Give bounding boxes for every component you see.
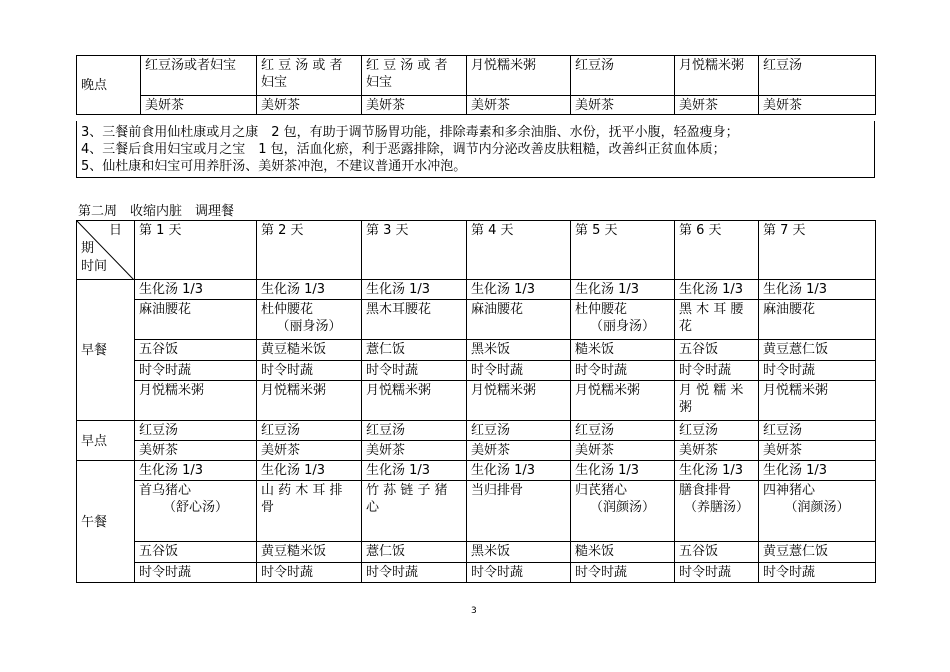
cell: 红豆汤 — [571, 56, 675, 96]
dish-sub: （舒心汤） — [162, 500, 228, 515]
cell — [759, 300, 876, 340]
note-3: 3、三餐前食用仙杜康或月之康 2 包，有助于调节肠胃功能，排除毒素和多余油脂、水份，抚平小腹，轻盈瘦身； — [81, 125, 739, 140]
cell: 月悦糯米粥 — [257, 381, 362, 421]
cell: 糙米饭 — [571, 340, 675, 361]
cell — [675, 300, 759, 340]
cell: 红豆汤 — [759, 56, 876, 96]
cell: 美妍茶 — [571, 96, 675, 115]
cell: 月悦糯米粥 — [362, 381, 467, 421]
cell: 黄豆薏仁饭 — [759, 542, 876, 563]
cell: 生化汤 1/3 — [675, 280, 759, 300]
cell: 生化汤 1/3 — [571, 461, 675, 481]
cell: 生化汤 1/3 — [135, 461, 257, 481]
day-header: 第 6 天 — [675, 221, 759, 280]
cell: 月悦糯米粥 — [571, 381, 675, 421]
cell: 美妍茶 — [759, 441, 876, 461]
cell: 红豆汤 — [467, 421, 571, 441]
table-row — [77, 361, 876, 381]
cell — [675, 481, 759, 542]
dish-name: 首乌猪心 — [139, 483, 192, 498]
dish-sub: （养膳汤） — [683, 500, 749, 515]
cell: 五谷饭 — [675, 340, 759, 361]
corner-top-label: 日 — [109, 223, 123, 238]
day-header: 第 2 天 — [257, 221, 362, 280]
evening-snack-table — [76, 55, 876, 115]
cell: 红豆汤或者妇宝 — [141, 56, 257, 96]
week2-meal-table — [76, 220, 876, 583]
cell: 月悦糯米粥 — [759, 381, 876, 421]
cell: 月悦糯米粥 — [135, 381, 257, 421]
dish-name: 麻油腰花 — [763, 302, 816, 317]
cell: 五谷饭 — [675, 542, 759, 563]
cell: 美妍茶 — [362, 441, 467, 461]
cell: 薏仁饭 — [362, 542, 467, 563]
cell: 时令时蔬 — [571, 361, 675, 381]
header-row — [77, 221, 876, 280]
cell: 月悦糯米粥 — [467, 381, 571, 421]
meal-label: 早餐 — [77, 280, 135, 421]
section-title: 第二周 收缩内脏 调理餐 — [78, 204, 235, 219]
cell: 红 豆 汤 或 者 妇宝 — [362, 56, 467, 96]
cell: 月悦糯米粥 — [467, 56, 571, 96]
day-header: 第 1 天 — [135, 221, 257, 280]
cell: 红豆汤 — [675, 421, 759, 441]
dish-name: 竹 荪 链 子 猪 心 — [366, 483, 448, 515]
cell — [571, 481, 675, 542]
cell: 美妍茶 — [257, 441, 362, 461]
cell: 生化汤 1/3 — [467, 280, 571, 300]
cell: 时令时蔬 — [467, 361, 571, 381]
table-row — [77, 481, 876, 542]
cell: 美妍茶 — [135, 441, 257, 461]
cell: 五谷饭 — [135, 542, 257, 563]
cell — [135, 481, 257, 542]
dish-name: 杜仲腰花 — [575, 302, 628, 317]
cell: 生化汤 1/3 — [759, 280, 876, 300]
table-row — [77, 461, 876, 481]
cell: 时令时蔬 — [362, 361, 467, 381]
dish-name: 山 药 木 耳 排 骨 — [261, 483, 343, 515]
cell: 生化汤 1/3 — [257, 280, 362, 300]
cell: 生化汤 1/3 — [362, 461, 467, 481]
cell: 黄豆糙米饭 — [257, 542, 362, 563]
day-header: 第 7 天 — [759, 221, 876, 280]
dish-name: 黑 木 耳 腰 花 — [679, 302, 744, 334]
cell: 红豆汤 — [135, 421, 257, 441]
cell: 时令时蔬 — [675, 361, 759, 381]
cell — [759, 481, 876, 542]
dish-name: 膳食排骨 — [679, 483, 732, 498]
cell: 黄豆糙米饭 — [257, 340, 362, 361]
note-5: 5、仙杜康和妇宝可用养肝汤、美妍茶冲泡，不建议普通开水冲泡。 — [81, 159, 467, 174]
cell: 生化汤 1/3 — [759, 461, 876, 481]
cell: 月悦糯米粥 — [675, 56, 759, 96]
day-header: 第 4 天 — [467, 221, 571, 280]
cell — [467, 481, 571, 542]
corner-cell — [77, 221, 135, 280]
cell: 五谷饭 — [135, 340, 257, 361]
cell: 时令时蔬 — [135, 563, 257, 583]
cell: 生化汤 1/3 — [675, 461, 759, 481]
cell: 美妍茶 — [675, 96, 759, 115]
notes-box — [76, 121, 875, 178]
table-row — [77, 300, 876, 340]
cell: 黑米饭 — [467, 340, 571, 361]
dish-name: 归芪猪心 — [575, 483, 628, 498]
cell: 红豆汤 — [362, 421, 467, 441]
cell — [257, 481, 362, 542]
cell — [571, 300, 675, 340]
page-number: 3 — [471, 606, 477, 616]
cell: 时令时蔬 — [571, 563, 675, 583]
cell: 美妍茶 — [362, 96, 467, 115]
cell: 美妍茶 — [467, 441, 571, 461]
day-header: 第 3 天 — [362, 221, 467, 280]
table-row — [77, 340, 876, 361]
meal-label: 早点 — [77, 421, 135, 461]
cell: 时令时蔬 — [467, 563, 571, 583]
table-row — [77, 563, 876, 583]
cell: 美妍茶 — [675, 441, 759, 461]
corner-bottom-label: 时间 — [81, 259, 108, 274]
cell: 红豆汤 — [257, 421, 362, 441]
dish-name: 黑木耳腰花 — [366, 302, 432, 317]
corner-mid-label: 期 — [81, 241, 95, 256]
table-row — [77, 96, 876, 115]
cell: 糙米饭 — [571, 542, 675, 563]
dish-sub: （润颜汤） — [784, 500, 850, 515]
dish-sub: （丽身汤） — [276, 319, 342, 334]
meal-label: 晚点 — [77, 56, 141, 115]
dish-sub: （丽身汤） — [589, 319, 655, 334]
cell: 时令时蔬 — [135, 361, 257, 381]
cell: 生化汤 1/3 — [362, 280, 467, 300]
cell: 时令时蔬 — [257, 361, 362, 381]
table-row — [77, 381, 876, 421]
cell: 美妍茶 — [257, 96, 362, 115]
table-row — [77, 280, 876, 300]
dish-name: 四神猪心 — [763, 483, 816, 498]
table-row — [77, 441, 876, 461]
cell: 时令时蔬 — [257, 563, 362, 583]
cell: 时令时蔬 — [759, 361, 876, 381]
cell: 生化汤 1/3 — [135, 280, 257, 300]
cell: 月 悦 糯 米 粥 — [675, 381, 759, 421]
cell: 时令时蔬 — [759, 563, 876, 583]
dish-name: 杜仲腰花 — [261, 302, 314, 317]
dish-name: 麻油腰花 — [471, 302, 524, 317]
note-4: 4、三餐后食用妇宝或月之宝 1 包，活血化瘀，利于恶露排除，调节内分泌改善皮肤粗糙，改善纠正贫血体质； — [81, 142, 726, 157]
cell — [362, 481, 467, 542]
cell: 时令时蔬 — [675, 563, 759, 583]
cell: 美妍茶 — [571, 441, 675, 461]
cell: 生化汤 1/3 — [257, 461, 362, 481]
cell: 美妍茶 — [759, 96, 876, 115]
cell: 时令时蔬 — [362, 563, 467, 583]
cell: 黑米饭 — [467, 542, 571, 563]
table-row — [77, 421, 876, 441]
cell: 薏仁饭 — [362, 340, 467, 361]
cell — [362, 300, 467, 340]
cell: 生化汤 1/3 — [467, 461, 571, 481]
table-row — [77, 542, 876, 563]
dish-name: 麻油腰花 — [139, 302, 192, 317]
cell: 生化汤 1/3 — [571, 280, 675, 300]
table-row — [77, 56, 876, 96]
cell: 美妍茶 — [467, 96, 571, 115]
cell — [135, 300, 257, 340]
cell: 黄豆薏仁饭 — [759, 340, 876, 361]
cell: 红 豆 汤 或 者 妇宝 — [257, 56, 362, 96]
cell — [257, 300, 362, 340]
day-header: 第 5 天 — [571, 221, 675, 280]
cell: 红豆汤 — [759, 421, 876, 441]
dish-name: 当归排骨 — [471, 483, 524, 498]
cell: 美妍茶 — [141, 96, 257, 115]
dish-sub: （润颜汤） — [589, 500, 655, 515]
cell: 红豆汤 — [571, 421, 675, 441]
meal-label: 午餐 — [77, 461, 135, 583]
cell — [467, 300, 571, 340]
